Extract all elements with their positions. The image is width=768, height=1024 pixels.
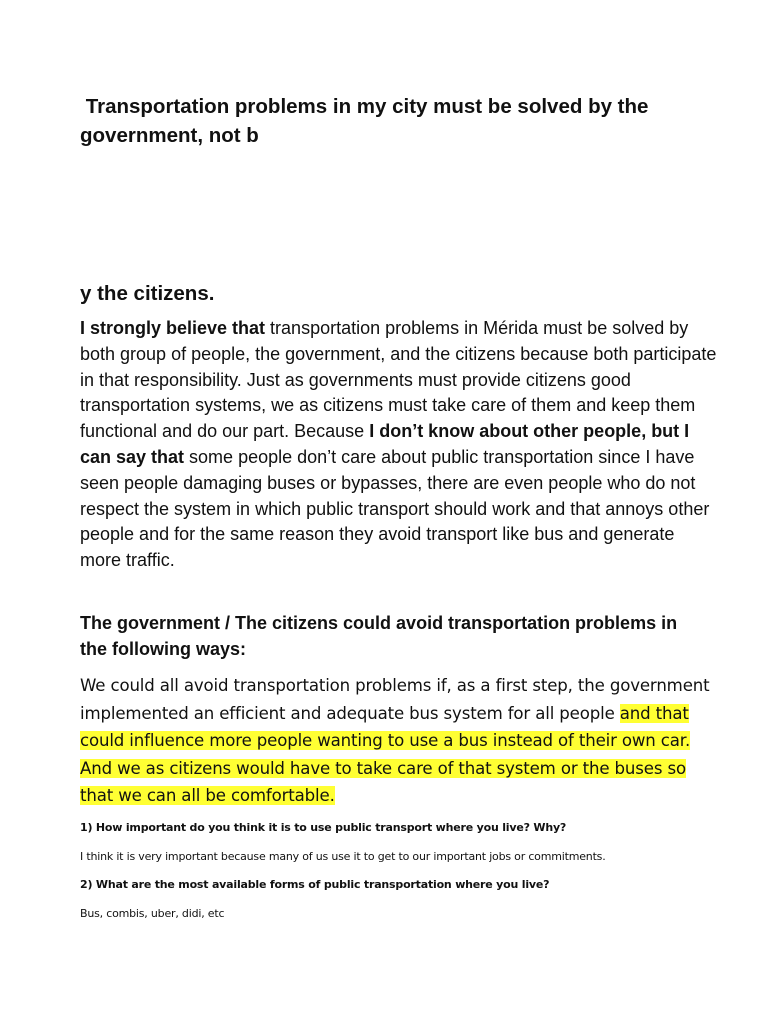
answer-2: Bus, combis, uber, didi, etc — [80, 907, 225, 920]
paragraph-opinion — [80, 316, 720, 574]
question-2: 2) What are the most available forms of public transportation where you live? — [80, 878, 550, 891]
paragraph-opinion-text-b: some people don’t care about public transportation since I have seen people damaging buses or bypasses, there are even people who do not respect the system in which public transport should work and that annoys other people and for the same reason they avoid transport like bus and generate more traffic. — [80, 446, 710, 571]
answer-1: I think it is very important because many of us use it to get to our important jobs or commitments. — [80, 850, 606, 863]
paragraph-opinion-lead: I strongly believe that — [80, 318, 266, 338]
question-1: 1) How important do you think it is to use public transport where you live? Why? — [80, 821, 567, 834]
essay-title-part-1: Transportation problems in my city must be solved by the government, not b — [80, 95, 655, 147]
section-heading-ways: The government / The citizens could avoid transportation problems in the following ways: — [80, 613, 678, 659]
paragraph-solution-highlight: and that could influence more people wanting to use a bus instead of their own car. And we as citizens would have to take care of that system or the buses so that we can all be comfortable. — [80, 703, 691, 805]
paragraph-opinion-mid-bold: I don’t know about other people, but I can say that — [80, 421, 690, 467]
paragraph-solution-text: We could all avoid transportation problems if, as a first step, the government implemented an efficient and adequate bus system for all people — [80, 676, 710, 723]
paragraph-opinion-text-a: transportation problems in Mérida must be solved by both group of people, the government, and the citizens because both participate in that responsibility. Just as governments must provide citizens good transportation systems, we as citizens must take care of them and keep them functional and do our part. Because — [80, 318, 717, 442]
essay-title-part-2: y the citizens. — [80, 282, 215, 305]
paragraph-solution — [80, 672, 720, 810]
